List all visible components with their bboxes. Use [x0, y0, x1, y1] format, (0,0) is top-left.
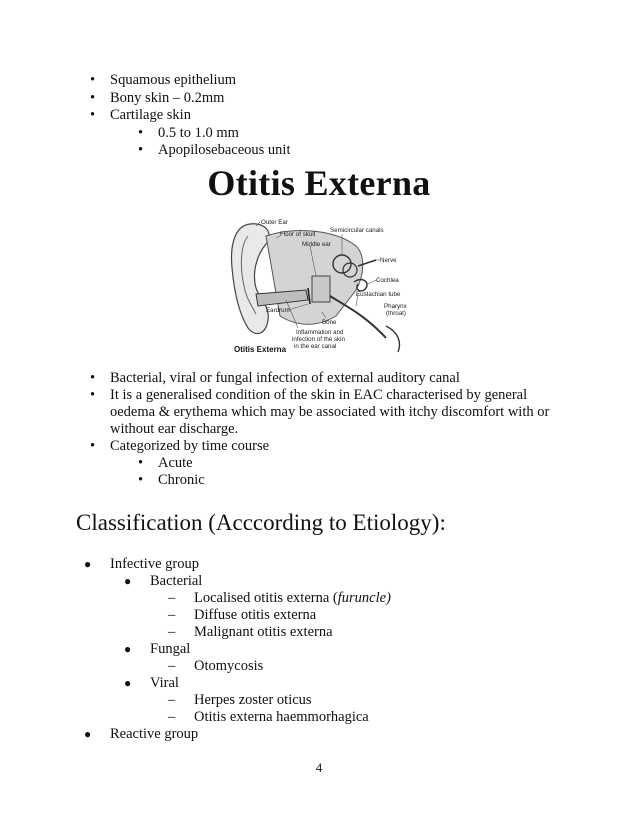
- page-title: Otitis Externa: [207, 163, 431, 203]
- sub-list-item: • Apopilosebaceous unit: [136, 142, 291, 160]
- list-item-label: Categorized by time course: [110, 438, 270, 454]
- list-item: – Otitis externa haemmorhagica: [168, 709, 391, 726]
- pharynx-shape: [386, 326, 400, 352]
- diagram-label: Nerve: [380, 257, 397, 264]
- list-item: – Malignant otitis externa: [168, 624, 391, 641]
- sub-list: [110, 125, 291, 160]
- list-item: • It is a generalised condition of the skin in EAC characterised by general oedema & erythema which may be associated with itchy discomfort with or without ear discharge.: [88, 387, 558, 438]
- diagram-label: Pharynx: [384, 303, 407, 310]
- list-item: [88, 438, 558, 489]
- list-item: [168, 590, 391, 607]
- sub-list-item: • 0.5 to 1.0 mm: [136, 125, 291, 143]
- list-item: – Herpes zoster oticus: [168, 692, 391, 709]
- anatomy-list: [88, 72, 291, 160]
- diagram-caption: Otitis Externa: [234, 345, 287, 354]
- diagram-label: in the ear canal: [294, 343, 337, 350]
- list-item: • Bony skin – 0.2mm: [88, 90, 291, 108]
- diagram-label: Semicircular canals: [330, 227, 384, 234]
- diagram-label: Bone: [322, 319, 337, 326]
- sub-list-item: • Chronic: [136, 472, 558, 489]
- list-item: ● Fungal: [124, 641, 391, 658]
- diagram-label: Floor of skull: [280, 231, 316, 238]
- sub-list: [110, 455, 558, 489]
- classification-list: [84, 556, 391, 743]
- diagram-label: Inflammation and: [296, 329, 344, 336]
- middle-ear-shape: [312, 276, 330, 302]
- list-item: [88, 107, 291, 160]
- list-item-italic: furuncle): [337, 590, 391, 606]
- list-item-text: Localised otitis externa (: [194, 590, 338, 606]
- definition-list: [88, 370, 558, 489]
- diagram-label: Eustachian tube: [356, 291, 401, 298]
- sub-list-item: • Acute: [136, 455, 558, 472]
- ear-anatomy-diagram: [226, 216, 412, 356]
- diagram-label: Outer Ear: [261, 219, 288, 226]
- diagram-label: Eardrum: [266, 307, 290, 314]
- list-item: • Bacterial, viral or fungal infection of external auditory canal: [88, 370, 558, 387]
- list-item: – Diffuse otitis externa: [168, 607, 391, 624]
- page-number: 4: [315, 760, 323, 775]
- list-item: – Otomycosis: [168, 658, 391, 675]
- diagram-label: (throat): [386, 310, 406, 317]
- diagram-label: Cochlea: [376, 277, 399, 284]
- list-item: ● Bacterial: [124, 573, 391, 590]
- list-item-label: Cartilage skin: [110, 107, 191, 123]
- list-item: ● Viral: [124, 675, 391, 692]
- list-item: ● Reactive group: [84, 726, 391, 743]
- list-item: • Squamous epithelium: [88, 72, 291, 90]
- pinna-shape: [232, 224, 270, 334]
- list-item: ● Infective group: [84, 556, 391, 573]
- section-heading: Classification (Acccording to Etiology):: [76, 510, 446, 535]
- diagram-label: Middle ear: [302, 241, 331, 248]
- diagram-label: infection of the skin: [292, 336, 345, 343]
